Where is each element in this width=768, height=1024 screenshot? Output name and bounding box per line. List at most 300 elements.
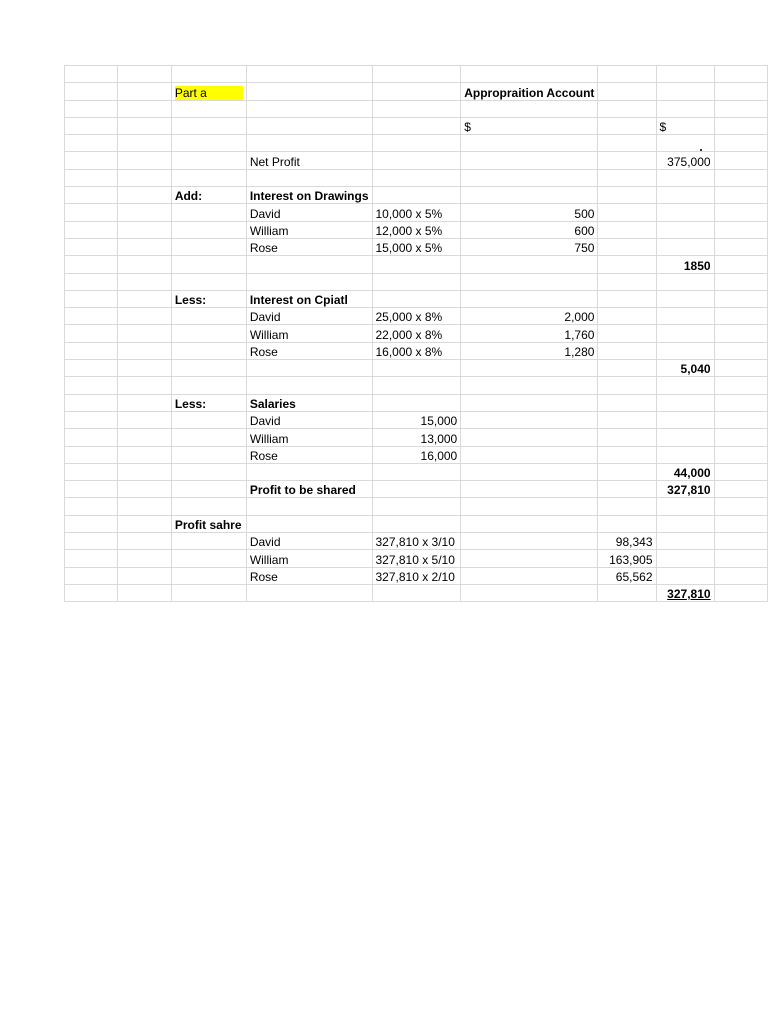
empty-cell[interactable] bbox=[118, 187, 171, 204]
empty-cell[interactable] bbox=[598, 290, 656, 307]
empty-cell[interactable] bbox=[171, 446, 246, 463]
empty-cell[interactable] bbox=[372, 290, 461, 307]
empty-cell[interactable] bbox=[656, 550, 714, 567]
empty-cell[interactable] bbox=[461, 446, 598, 463]
empty-cell[interactable] bbox=[65, 256, 118, 273]
partner-name[interactable]: David bbox=[246, 204, 372, 221]
empty-cell[interactable] bbox=[656, 135, 714, 152]
empty-cell[interactable] bbox=[461, 411, 598, 428]
empty-cell[interactable] bbox=[461, 394, 598, 411]
empty-cell[interactable] bbox=[171, 481, 246, 498]
empty-cell[interactable] bbox=[714, 567, 767, 584]
empty-cell[interactable] bbox=[656, 290, 714, 307]
empty-cell[interactable] bbox=[118, 342, 171, 359]
empty-cell[interactable] bbox=[171, 117, 246, 134]
partner-name[interactable]: David bbox=[246, 533, 372, 550]
net-profit-label[interactable]: Net Profit bbox=[246, 152, 372, 169]
empty-cell[interactable] bbox=[372, 100, 461, 117]
salary-amount[interactable]: 16,000 bbox=[372, 446, 461, 463]
share-amount[interactable]: 163,905 bbox=[598, 550, 656, 567]
empty-cell[interactable] bbox=[171, 66, 246, 83]
empty-cell[interactable] bbox=[598, 360, 656, 377]
calc-cell[interactable]: 327,810 x 5/10 bbox=[372, 550, 461, 567]
empty-cell[interactable] bbox=[65, 342, 118, 359]
empty-cell[interactable] bbox=[118, 117, 171, 134]
part-label: Part a bbox=[175, 86, 243, 100]
empty-cell[interactable] bbox=[65, 204, 118, 221]
calc-cell[interactable]: 15,000 x 5% bbox=[372, 238, 461, 255]
part-label-cell[interactable] bbox=[171, 83, 246, 100]
empty-cell[interactable] bbox=[461, 550, 598, 567]
empty-cell[interactable] bbox=[461, 290, 598, 307]
empty-cell[interactable] bbox=[65, 100, 118, 117]
empty-cell[interactable] bbox=[171, 221, 246, 238]
empty-cell[interactable] bbox=[714, 498, 767, 515]
empty-cell[interactable] bbox=[714, 308, 767, 325]
empty-cell[interactable] bbox=[461, 187, 598, 204]
empty-cell[interactable] bbox=[461, 100, 598, 117]
empty-cell[interactable] bbox=[461, 584, 598, 601]
empty-cell[interactable] bbox=[65, 567, 118, 584]
profit-share-label[interactable]: Profit sahre bbox=[171, 515, 246, 532]
calc-cell[interactable]: 327,810 x 2/10 bbox=[372, 567, 461, 584]
empty-cell[interactable] bbox=[656, 411, 714, 428]
empty-cell[interactable] bbox=[714, 429, 767, 446]
empty-cell[interactable] bbox=[656, 238, 714, 255]
empty-cell[interactable] bbox=[171, 377, 246, 394]
calc-cell[interactable]: 10,000 x 5% bbox=[372, 204, 461, 221]
empty-cell[interactable] bbox=[118, 204, 171, 221]
grid-row bbox=[65, 394, 768, 411]
empty-cell[interactable] bbox=[598, 463, 656, 480]
empty-cell[interactable] bbox=[598, 584, 656, 601]
empty-cell[interactable] bbox=[461, 169, 598, 186]
empty-cell[interactable] bbox=[65, 308, 118, 325]
empty-cell[interactable] bbox=[171, 169, 246, 186]
empty-cell[interactable] bbox=[714, 152, 767, 169]
empty-cell[interactable] bbox=[461, 429, 598, 446]
empty-cell[interactable] bbox=[598, 152, 656, 169]
empty-cell[interactable] bbox=[171, 550, 246, 567]
empty-cell[interactable] bbox=[65, 83, 118, 100]
amount-cell[interactable]: 1,280 bbox=[461, 342, 598, 359]
empty-cell[interactable] bbox=[372, 66, 461, 83]
empty-cell[interactable] bbox=[656, 567, 714, 584]
empty-cell[interactable] bbox=[598, 498, 656, 515]
empty-cell[interactable] bbox=[118, 429, 171, 446]
empty-cell[interactable] bbox=[714, 204, 767, 221]
empty-cell[interactable] bbox=[246, 584, 372, 601]
empty-cell[interactable] bbox=[118, 567, 171, 584]
empty-cell[interactable] bbox=[118, 152, 171, 169]
empty-cell[interactable] bbox=[598, 325, 656, 342]
amount-cell[interactable]: 1,760 bbox=[461, 325, 598, 342]
empty-cell[interactable] bbox=[714, 290, 767, 307]
empty-cell[interactable] bbox=[246, 515, 372, 532]
empty-cell[interactable] bbox=[714, 325, 767, 342]
empty-cell[interactable] bbox=[714, 256, 767, 273]
empty-cell[interactable] bbox=[65, 169, 118, 186]
grid-row bbox=[65, 498, 768, 515]
capital-heading[interactable]: Interest on Cpiatl bbox=[246, 290, 372, 307]
stray-mark bbox=[700, 149, 702, 151]
empty-cell[interactable] bbox=[372, 463, 461, 480]
empty-cell[interactable] bbox=[714, 100, 767, 117]
empty-cell[interactable] bbox=[118, 394, 171, 411]
empty-cell[interactable] bbox=[598, 187, 656, 204]
empty-cell[interactable] bbox=[65, 533, 118, 550]
partner-name[interactable]: David bbox=[246, 308, 372, 325]
empty-cell[interactable] bbox=[372, 187, 461, 204]
partner-name[interactable]: William bbox=[246, 550, 372, 567]
empty-cell[interactable] bbox=[714, 446, 767, 463]
empty-cell[interactable] bbox=[598, 481, 656, 498]
empty-cell[interactable] bbox=[65, 290, 118, 307]
empty-cell[interactable] bbox=[171, 342, 246, 359]
grid-row bbox=[65, 360, 768, 377]
share-amount[interactable]: 98,343 bbox=[598, 533, 656, 550]
empty-cell[interactable] bbox=[65, 187, 118, 204]
empty-cell[interactable] bbox=[598, 83, 656, 100]
empty-cell[interactable] bbox=[118, 446, 171, 463]
empty-cell[interactable] bbox=[461, 66, 598, 83]
empty-cell[interactable] bbox=[372, 515, 461, 532]
empty-cell[interactable] bbox=[118, 481, 171, 498]
empty-cell[interactable] bbox=[171, 152, 246, 169]
empty-cell[interactable] bbox=[118, 550, 171, 567]
empty-cell[interactable] bbox=[65, 498, 118, 515]
empty-cell[interactable] bbox=[714, 377, 767, 394]
empty-cell[interactable] bbox=[714, 411, 767, 428]
empty-cell[interactable] bbox=[372, 83, 461, 100]
grid-row bbox=[65, 187, 768, 204]
empty-cell[interactable] bbox=[65, 550, 118, 567]
calc-cell[interactable]: 25,000 x 8% bbox=[372, 308, 461, 325]
empty-cell[interactable] bbox=[714, 187, 767, 204]
empty-cell[interactable] bbox=[714, 238, 767, 255]
empty-cell[interactable] bbox=[171, 100, 246, 117]
empty-cell[interactable] bbox=[714, 394, 767, 411]
empty-cell[interactable] bbox=[714, 463, 767, 480]
empty-cell[interactable] bbox=[65, 117, 118, 134]
empty-cell[interactable] bbox=[372, 256, 461, 273]
empty-cell[interactable] bbox=[171, 273, 246, 290]
empty-cell[interactable] bbox=[656, 515, 714, 532]
partner-name[interactable]: William bbox=[246, 429, 372, 446]
grid-row bbox=[65, 256, 768, 273]
salaries-total[interactable]: 44,000 bbox=[656, 463, 714, 480]
empty-cell[interactable] bbox=[656, 429, 714, 446]
empty-cell[interactable] bbox=[246, 273, 372, 290]
empty-cell[interactable] bbox=[118, 135, 171, 152]
empty-cell[interactable] bbox=[65, 429, 118, 446]
grid-row bbox=[65, 290, 768, 307]
empty-cell[interactable] bbox=[65, 152, 118, 169]
partner-name[interactable]: Rose bbox=[246, 446, 372, 463]
currency-header-amount[interactable]: $ bbox=[461, 117, 598, 134]
empty-cell[interactable] bbox=[65, 411, 118, 428]
empty-cell[interactable] bbox=[598, 273, 656, 290]
empty-cell[interactable] bbox=[372, 584, 461, 601]
empty-cell[interactable] bbox=[372, 273, 461, 290]
table-row bbox=[65, 446, 768, 463]
empty-cell[interactable] bbox=[171, 360, 246, 377]
empty-cell[interactable] bbox=[372, 117, 461, 134]
table-row bbox=[65, 550, 768, 567]
salary-amount[interactable]: 15,000 bbox=[372, 411, 461, 428]
empty-cell[interactable] bbox=[656, 533, 714, 550]
empty-cell[interactable] bbox=[65, 446, 118, 463]
empty-cell[interactable] bbox=[246, 117, 372, 134]
empty-cell[interactable] bbox=[65, 360, 118, 377]
empty-cell[interactable] bbox=[118, 411, 171, 428]
table-row bbox=[65, 342, 768, 359]
empty-cell[interactable] bbox=[171, 584, 246, 601]
empty-cell[interactable] bbox=[656, 273, 714, 290]
empty-cell[interactable] bbox=[171, 308, 246, 325]
empty-cell[interactable] bbox=[461, 498, 598, 515]
empty-cell[interactable] bbox=[118, 515, 171, 532]
empty-cell[interactable] bbox=[372, 360, 461, 377]
empty-cell[interactable] bbox=[714, 273, 767, 290]
table-row bbox=[65, 308, 768, 325]
empty-cell[interactable] bbox=[372, 169, 461, 186]
empty-cell[interactable] bbox=[598, 446, 656, 463]
empty-cell[interactable] bbox=[65, 325, 118, 342]
amount-cell[interactable]: 600 bbox=[461, 221, 598, 238]
share-amount[interactable]: 65,562 bbox=[598, 567, 656, 584]
partner-name[interactable]: David bbox=[246, 411, 372, 428]
empty-cell[interactable] bbox=[714, 66, 767, 83]
empty-cell[interactable] bbox=[656, 83, 714, 100]
empty-cell[interactable] bbox=[598, 308, 656, 325]
empty-cell[interactable] bbox=[65, 221, 118, 238]
empty-cell[interactable] bbox=[598, 429, 656, 446]
empty-cell[interactable] bbox=[118, 377, 171, 394]
empty-cell[interactable] bbox=[461, 463, 598, 480]
empty-cell[interactable] bbox=[598, 342, 656, 359]
empty-cell[interactable] bbox=[171, 135, 246, 152]
empty-cell[interactable] bbox=[246, 463, 372, 480]
empty-cell[interactable] bbox=[246, 66, 372, 83]
table-row bbox=[65, 567, 768, 584]
empty-cell[interactable] bbox=[246, 256, 372, 273]
empty-cell[interactable] bbox=[714, 550, 767, 567]
empty-cell[interactable] bbox=[714, 533, 767, 550]
empty-cell[interactable] bbox=[598, 135, 656, 152]
empty-cell[interactable] bbox=[65, 394, 118, 411]
empty-cell[interactable] bbox=[118, 100, 171, 117]
empty-cell[interactable] bbox=[118, 290, 171, 307]
empty-cell[interactable] bbox=[118, 325, 171, 342]
empty-cell[interactable] bbox=[65, 66, 118, 83]
calc-cell[interactable]: 22,000 x 8% bbox=[372, 325, 461, 342]
capital-total[interactable]: 5,040 bbox=[656, 360, 714, 377]
empty-cell[interactable] bbox=[598, 515, 656, 532]
empty-cell[interactable] bbox=[118, 83, 171, 100]
empty-cell[interactable] bbox=[65, 584, 118, 601]
empty-cell[interactable] bbox=[656, 498, 714, 515]
empty-cell[interactable] bbox=[656, 221, 714, 238]
drawings-heading[interactable]: Interest on Drawings bbox=[246, 187, 372, 204]
empty-cell[interactable] bbox=[598, 221, 656, 238]
empty-cell[interactable] bbox=[598, 169, 656, 186]
spreadsheet-grid bbox=[64, 65, 768, 602]
currency-header-total[interactable]: $ bbox=[656, 117, 714, 134]
empty-cell[interactable] bbox=[372, 394, 461, 411]
empty-cell[interactable] bbox=[372, 377, 461, 394]
partner-name[interactable]: Rose bbox=[246, 238, 372, 255]
empty-cell[interactable] bbox=[372, 135, 461, 152]
salary-amount[interactable]: 13,000 bbox=[372, 429, 461, 446]
partner-name[interactable]: Rose bbox=[246, 342, 372, 359]
empty-cell[interactable] bbox=[65, 238, 118, 255]
empty-cell[interactable] bbox=[118, 360, 171, 377]
empty-cell[interactable] bbox=[598, 256, 656, 273]
empty-cell[interactable] bbox=[372, 481, 461, 498]
empty-cell[interactable] bbox=[118, 238, 171, 255]
empty-cell[interactable] bbox=[461, 273, 598, 290]
empty-cell[interactable] bbox=[246, 169, 372, 186]
empty-cell[interactable] bbox=[171, 238, 246, 255]
empty-cell[interactable] bbox=[714, 584, 767, 601]
empty-cell[interactable] bbox=[118, 273, 171, 290]
empty-cell[interactable] bbox=[714, 342, 767, 359]
empty-cell[interactable] bbox=[372, 152, 461, 169]
empty-cell[interactable] bbox=[171, 411, 246, 428]
empty-cell[interactable] bbox=[372, 498, 461, 515]
empty-cell[interactable] bbox=[461, 256, 598, 273]
partner-name[interactable]: William bbox=[246, 221, 372, 238]
empty-cell[interactable] bbox=[714, 83, 767, 100]
empty-cell[interactable] bbox=[461, 360, 598, 377]
empty-cell[interactable] bbox=[656, 100, 714, 117]
empty-cell[interactable] bbox=[714, 360, 767, 377]
empty-cell[interactable] bbox=[461, 515, 598, 532]
empty-cell[interactable] bbox=[171, 498, 246, 515]
less-label[interactable]: Less: bbox=[171, 394, 246, 411]
empty-cell[interactable] bbox=[171, 429, 246, 446]
profit-to-share-label[interactable]: Profit to be shared bbox=[246, 481, 372, 498]
table-row bbox=[65, 411, 768, 428]
empty-cell[interactable] bbox=[65, 377, 118, 394]
empty-cell[interactable] bbox=[714, 221, 767, 238]
empty-cell[interactable] bbox=[171, 463, 246, 480]
empty-cell[interactable] bbox=[598, 100, 656, 117]
drawings-total[interactable]: 1850 bbox=[656, 256, 714, 273]
empty-cell[interactable] bbox=[118, 256, 171, 273]
empty-cell[interactable] bbox=[598, 117, 656, 134]
table-row bbox=[65, 238, 768, 255]
partner-name[interactable]: William bbox=[246, 325, 372, 342]
empty-cell[interactable] bbox=[461, 481, 598, 498]
empty-cell[interactable] bbox=[118, 584, 171, 601]
grid-row bbox=[65, 273, 768, 290]
grid-row bbox=[65, 377, 768, 394]
empty-cell[interactable] bbox=[246, 498, 372, 515]
empty-cell[interactable] bbox=[246, 100, 372, 117]
empty-cell[interactable] bbox=[656, 394, 714, 411]
empty-cell[interactable] bbox=[246, 377, 372, 394]
grid-row bbox=[65, 152, 768, 169]
profit-to-share-total[interactable]: 327,810 bbox=[656, 481, 714, 498]
empty-cell[interactable] bbox=[656, 377, 714, 394]
empty-cell[interactable] bbox=[656, 325, 714, 342]
less-label[interactable]: Less: bbox=[171, 290, 246, 307]
grid-row bbox=[65, 135, 768, 152]
empty-cell[interactable] bbox=[461, 567, 598, 584]
empty-cell[interactable] bbox=[171, 204, 246, 221]
empty-cell[interactable] bbox=[171, 256, 246, 273]
empty-cell[interactable] bbox=[461, 135, 598, 152]
empty-cell[interactable] bbox=[171, 533, 246, 550]
empty-cell[interactable] bbox=[65, 481, 118, 498]
net-profit-total[interactable]: 375,000 bbox=[656, 152, 714, 169]
empty-cell[interactable] bbox=[118, 533, 171, 550]
empty-cell[interactable] bbox=[656, 204, 714, 221]
empty-cell[interactable] bbox=[65, 463, 118, 480]
empty-cell[interactable] bbox=[714, 117, 767, 134]
calc-cell[interactable]: 327,810 x 3/10 bbox=[372, 533, 461, 550]
empty-cell[interactable] bbox=[656, 66, 714, 83]
empty-cell[interactable] bbox=[171, 567, 246, 584]
account-title[interactable]: Appropraition Account bbox=[461, 83, 598, 100]
empty-cell[interactable] bbox=[65, 515, 118, 532]
empty-cell[interactable] bbox=[171, 325, 246, 342]
amount-cell[interactable]: 750 bbox=[461, 238, 598, 255]
empty-cell[interactable] bbox=[714, 135, 767, 152]
calc-cell[interactable]: 12,000 x 5% bbox=[372, 221, 461, 238]
salaries-heading[interactable]: Salaries bbox=[246, 394, 372, 411]
empty-cell[interactable] bbox=[118, 169, 171, 186]
empty-cell[interactable] bbox=[656, 342, 714, 359]
empty-cell[interactable] bbox=[118, 308, 171, 325]
empty-cell[interactable] bbox=[65, 273, 118, 290]
amount-cell[interactable]: 2,000 bbox=[461, 308, 598, 325]
partner-name[interactable]: Rose bbox=[246, 567, 372, 584]
empty-cell[interactable] bbox=[461, 533, 598, 550]
empty-cell[interactable] bbox=[656, 187, 714, 204]
empty-cell[interactable] bbox=[598, 66, 656, 83]
empty-cell[interactable] bbox=[118, 221, 171, 238]
profit-share-total[interactable]: 327,810 bbox=[656, 584, 714, 601]
empty-cell[interactable] bbox=[714, 169, 767, 186]
empty-cell[interactable] bbox=[246, 360, 372, 377]
amount-cell[interactable]: 500 bbox=[461, 204, 598, 221]
empty-cell[interactable] bbox=[65, 135, 118, 152]
empty-cell[interactable] bbox=[461, 377, 598, 394]
empty-cell[interactable] bbox=[118, 66, 171, 83]
grid-row bbox=[65, 83, 768, 100]
empty-cell[interactable] bbox=[118, 498, 171, 515]
empty-cell[interactable] bbox=[714, 481, 767, 498]
empty-cell[interactable] bbox=[656, 308, 714, 325]
empty-cell[interactable] bbox=[656, 169, 714, 186]
empty-cell[interactable] bbox=[461, 152, 598, 169]
empty-cell[interactable] bbox=[598, 394, 656, 411]
empty-cell[interactable] bbox=[598, 238, 656, 255]
empty-cell[interactable] bbox=[598, 377, 656, 394]
empty-cell[interactable] bbox=[246, 135, 372, 152]
empty-cell[interactable] bbox=[598, 411, 656, 428]
calc-cell[interactable]: 16,000 x 8% bbox=[372, 342, 461, 359]
empty-cell[interactable] bbox=[118, 463, 171, 480]
empty-cell[interactable] bbox=[656, 446, 714, 463]
add-label[interactable]: Add: bbox=[171, 187, 246, 204]
empty-cell[interactable] bbox=[714, 515, 767, 532]
empty-cell[interactable] bbox=[598, 204, 656, 221]
empty-cell[interactable] bbox=[246, 83, 372, 100]
